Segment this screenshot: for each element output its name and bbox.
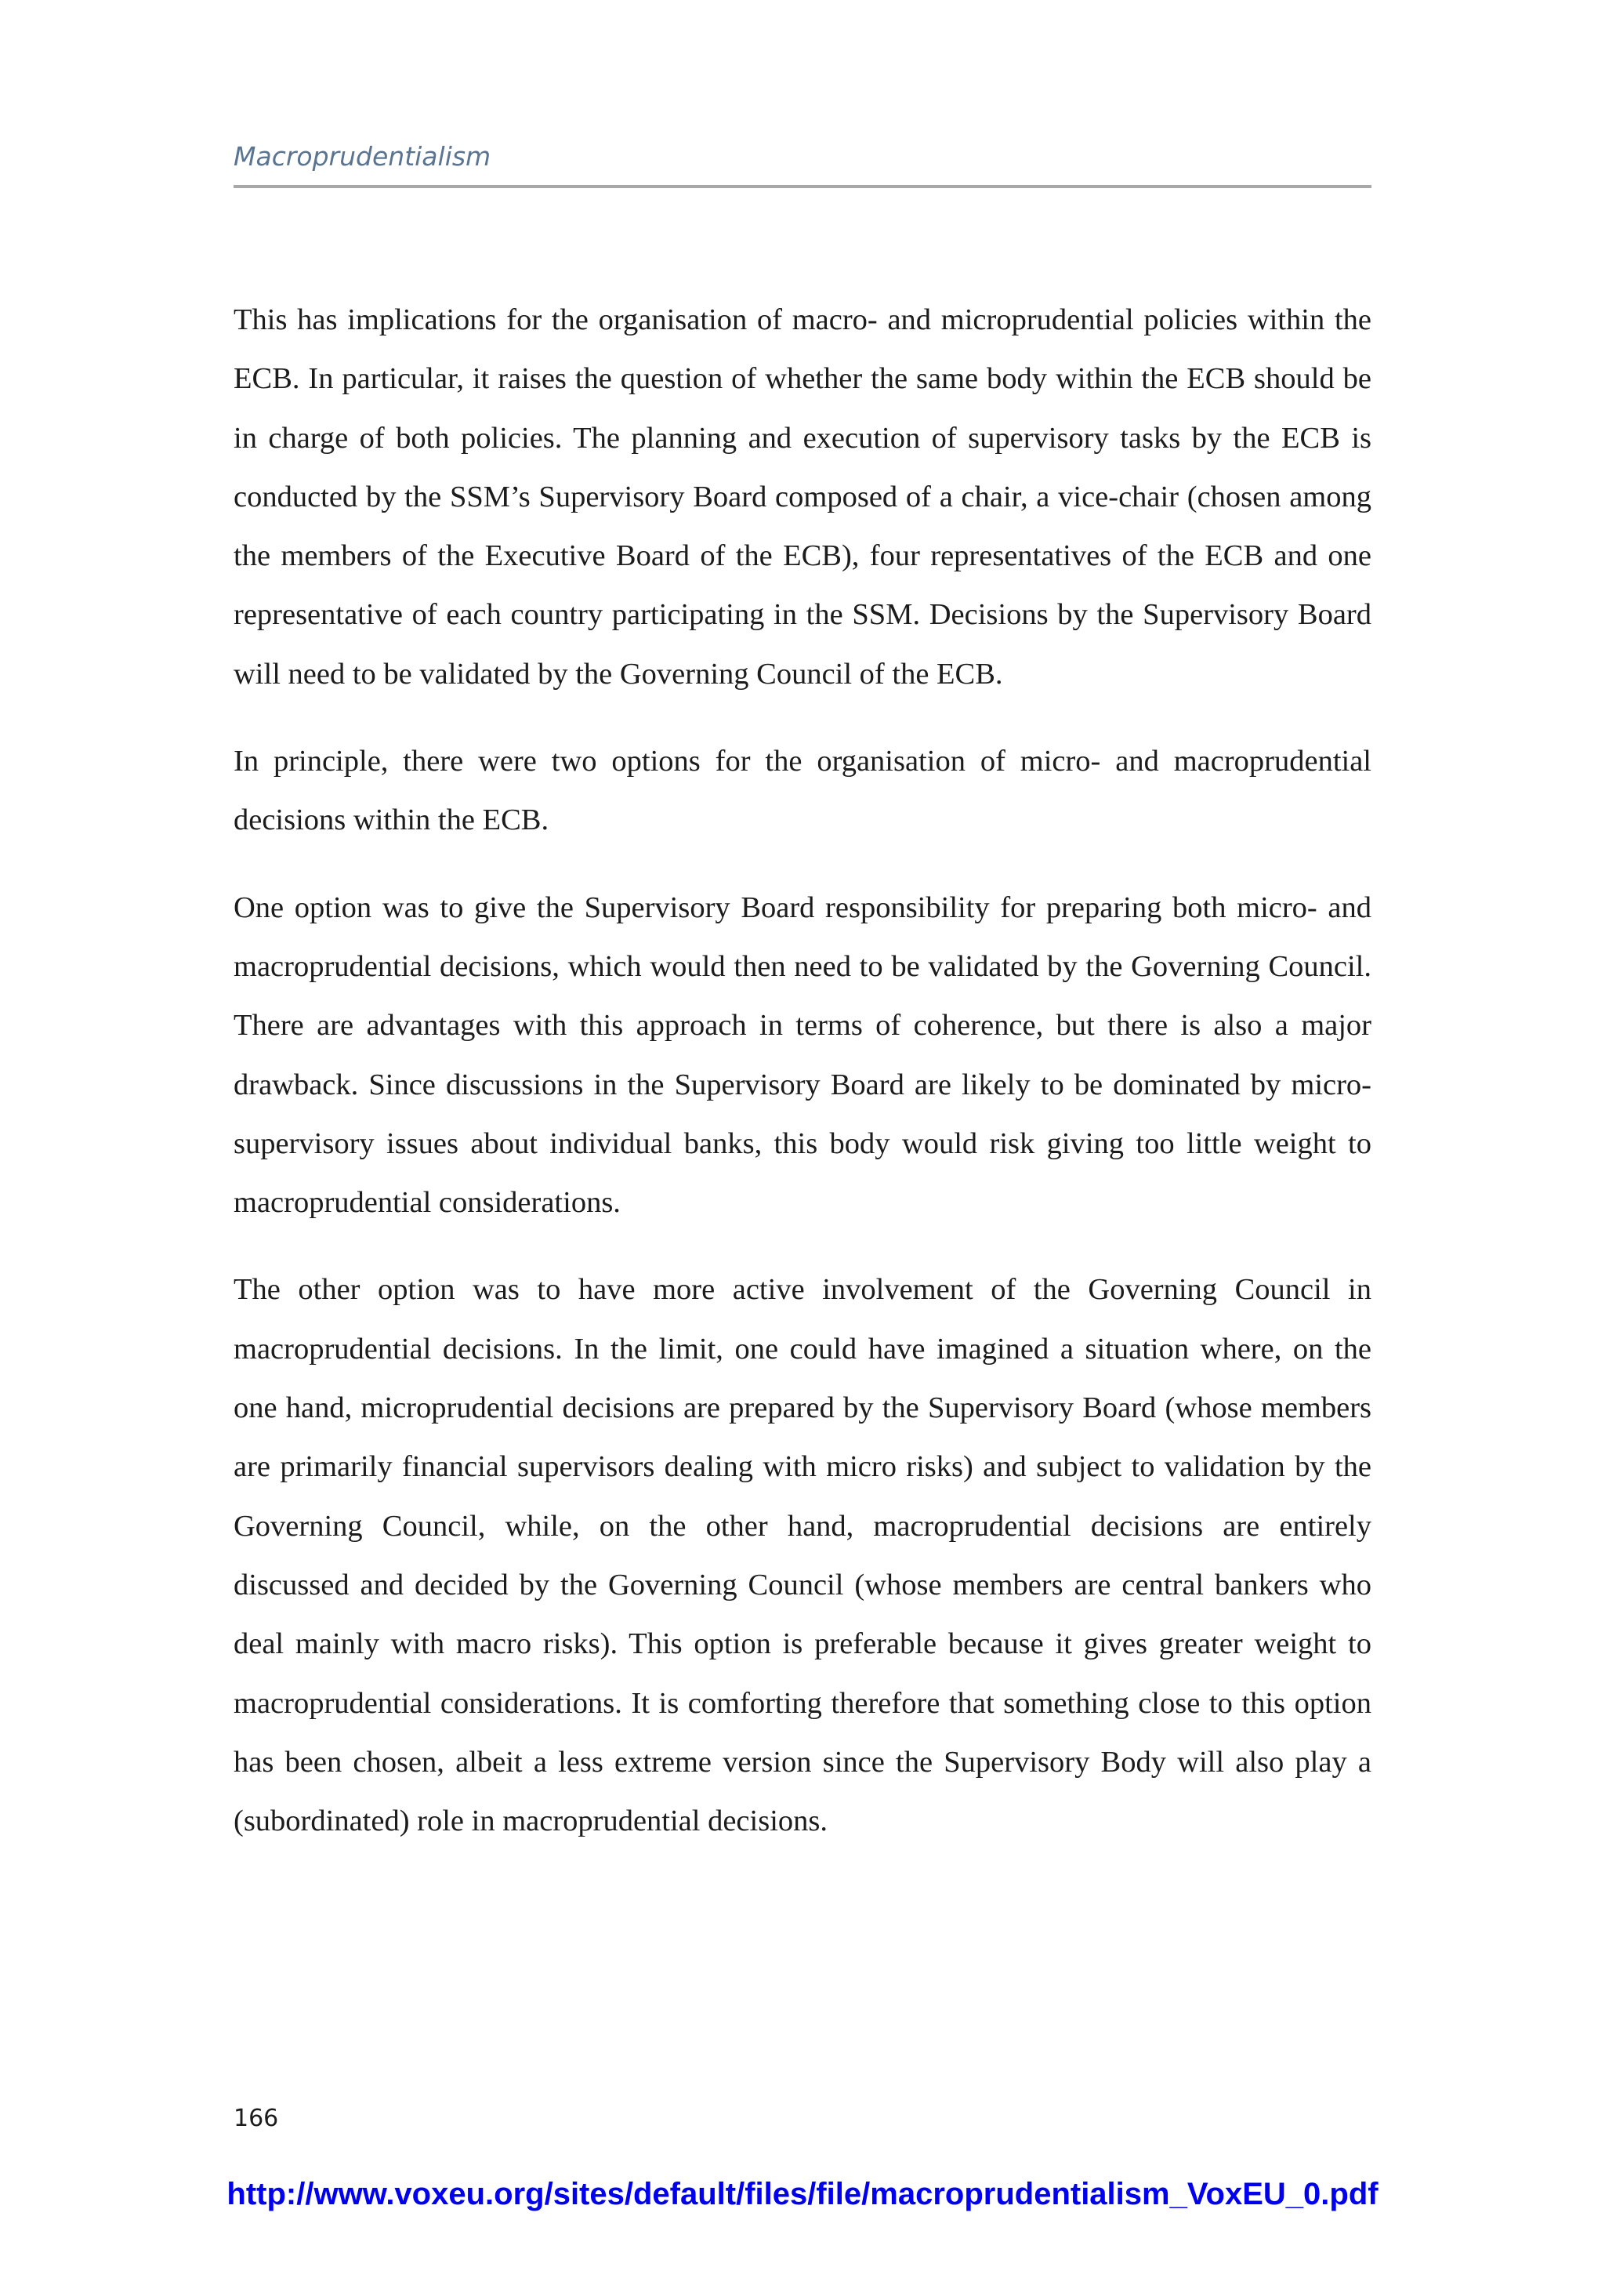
source-url-link[interactable]: http://www.voxeu.org/sites/default/files/file/macroprudentialism_VoxEU_0.pdf [226,2177,1379,2211]
paragraph-3: One option was to give the Supervisory Board responsibility for preparing both micro- and macroprudential decisions, which would then need to be validated by the Governing Council. There are advantages with this approach in terms of coherence, but there is also a major drawback. Since discussions in the Supervisory Board are likely to be dominated by micro-supervisory issues about individual banks, this body would risk giving too little weight to macroprudential considerations. [234,890,1371,1220]
paragraph-4: The other option was to have more active involvement of the Governing Council in macroprudential decisions. In the limit, one could have imagined a situation where, on the one hand, microprudential decisions are prepared by the Supervisory Board (whose members are primarily financial supervisors dealing with micro risks) and subject to validation by the Governing Council, while, on the other hand, macroprudential decisions are entirely discussed and decided by the Governing Council (whose members are central bankers who deal mainly with macro risks). This option is preferable because it gives greater weight to macroprudential considerations. It is comforting therefore that something close to this option has been chosen, albeit a less extreme version since the Supervisory Body will also play a (subordinated) role in macroprudential decisions. [234,1273,1371,1838]
paragraph-2: In principle, there were two options for the organisation of micro- and macroprudential decisions within the ECB. [234,745,1371,837]
page-number: 166 [234,2105,279,2132]
header-rule [234,185,1371,188]
paragraph-1: This has implications for the organisation of macro- and microprudential policies within the ECB. In particular, it raises the question of whether the same body within the ECB should be in charge of both policies. The planning and execution of supervisory tasks by the ECB is conducted by the SSM’s Supervisory Board composed of a chair, a vice-chair (chosen among the members of the Executive Board of the ECB), four representatives of the ECB and one representative of each country participating in the SSM. Decisions by the Supervisory Board will need to be validated by the Governing Council of the ECB. [234,303,1371,691]
body-text [234,291,1371,1879]
running-header: Macroprudentialism [234,141,491,172]
